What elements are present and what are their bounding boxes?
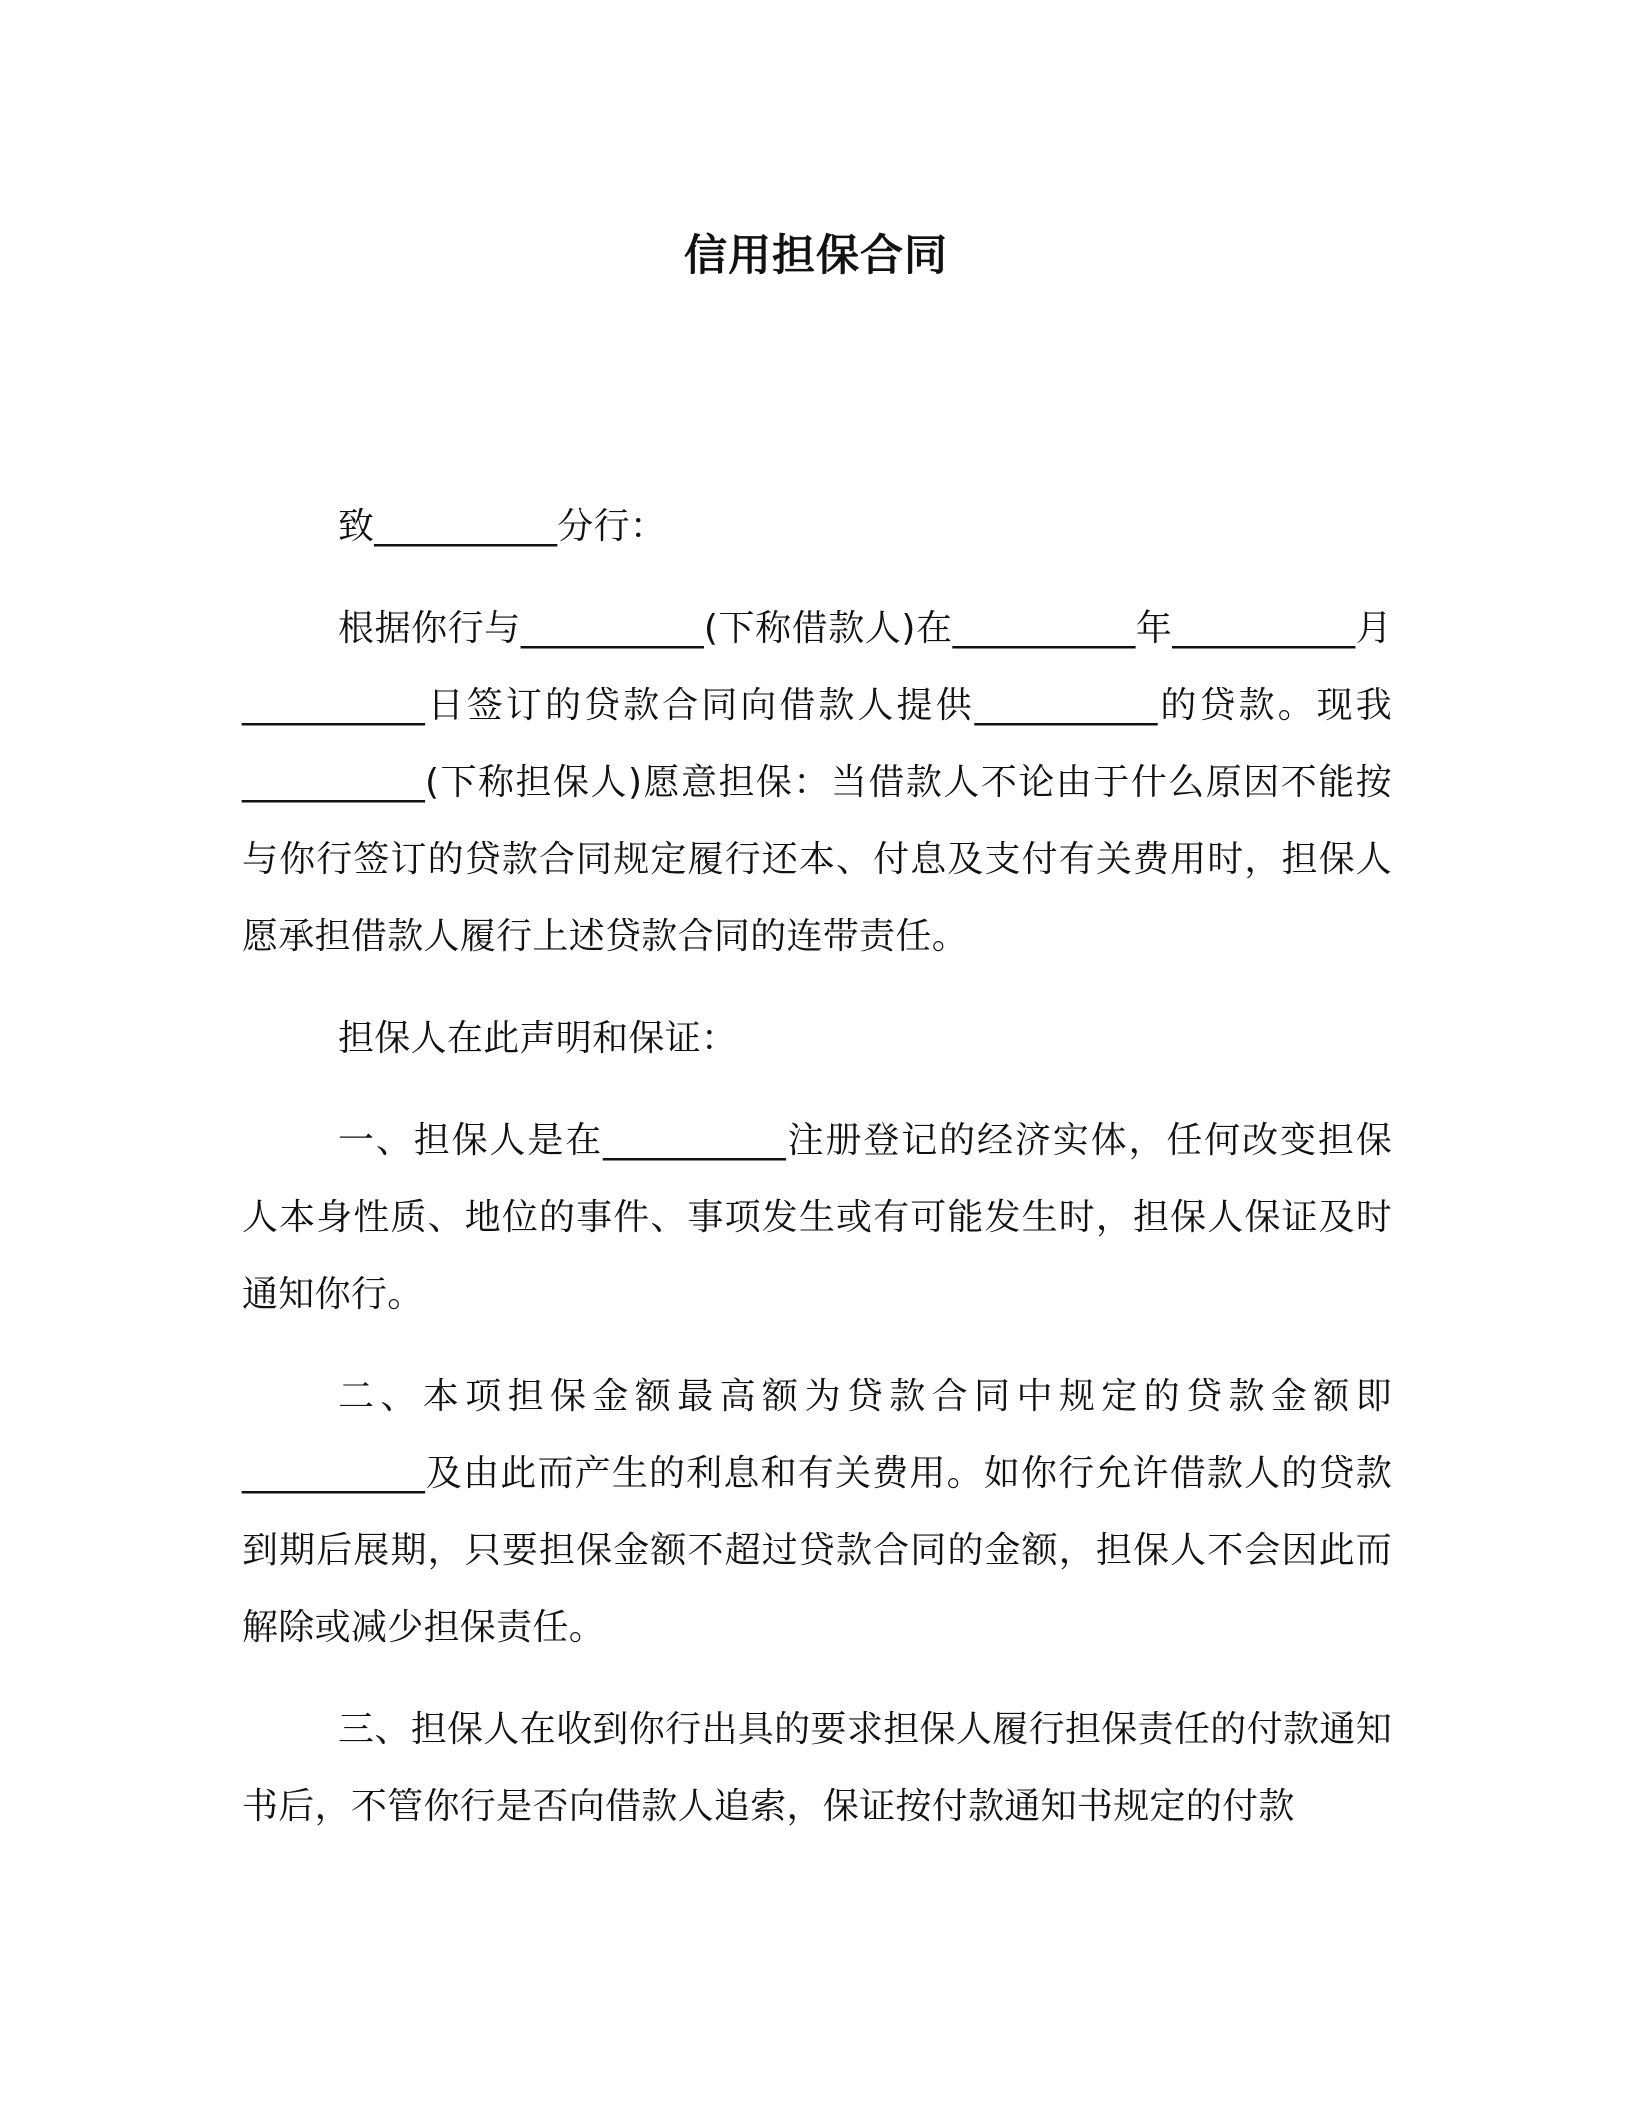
document-body bbox=[242, 488, 1392, 1845]
clause-3: 三、担保人在收到你行出具的要求担保人履行担保责任的付款通知书后，不管你行是否向借款人追索，保证按付款通知书规定的付款 bbox=[242, 1709, 1392, 1827]
paragraph-declaration: 担保人在此声明和保证： bbox=[338, 1018, 738, 1059]
document-title: 信用担保合同 bbox=[684, 231, 948, 281]
addressee-line: 致__________分行： bbox=[338, 506, 667, 547]
clause-1: 一、担保人是在__________注册登记的经济实体，任何改变担保人本身性质、地位的事件、事项发生或有可能发生时，担保人保证及时通知你行。 bbox=[242, 1120, 1392, 1315]
paragraph-preamble: 根据你行与__________(下称借款人)在__________年__________月__________日签订的贷款合同向借款人提供__________的贷款。现我__________(下称担保人)愿意担保：当借款人不论由于什么原因不能按与你行签订的贷款合同规定履行还本、付息及支付有关费用时，担保人愿承担借款人履行上述贷款合同的连带责任。 bbox=[242, 608, 1392, 957]
clause-2: 二、本项担保金额最高额为贷款合同中规定的贷款金额即__________及由此而产生的利息和有关费用。如你行允许借款人的贷款到期后展期，只要担保金额不超过贷款合同的金额，担保人不会因此而解除或减少担保责任。 bbox=[242, 1376, 1392, 1648]
